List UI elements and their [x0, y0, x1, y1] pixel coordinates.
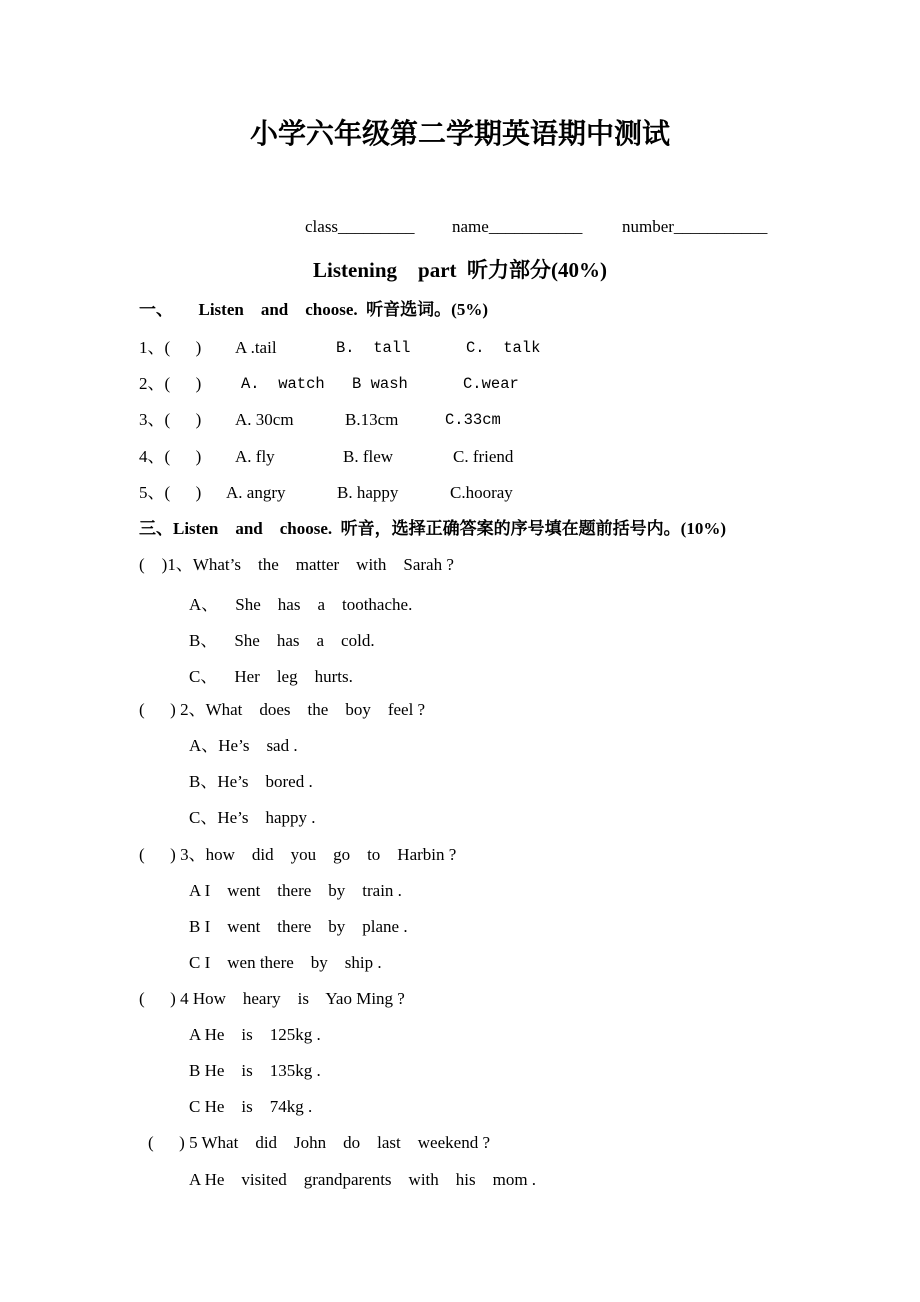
part1-row-option-b: B. flew [343, 447, 394, 466]
part1-row-option-c: C. friend [453, 447, 514, 466]
part1-row-option-b: B. happy [337, 483, 399, 502]
page-title: 小学六年级第二学期英语期中测试 [249, 119, 670, 150]
answer-option: B、 She has a cold. [189, 631, 375, 650]
part1-row-option-c: C.wear [463, 375, 519, 393]
part3-header: 三、Listen and choose. 听音，选择正确答案的序号填在题前括号内。(10%) [139, 519, 726, 538]
answer-option: A、 She has a toothache. [189, 595, 413, 614]
answer-option: A、He’s sad . [189, 736, 298, 755]
answer-option: C、 Her leg hurts. [189, 667, 353, 686]
answer-option: A I went there by train . [189, 881, 402, 900]
answer-option: C He is 74kg . [189, 1097, 313, 1116]
part1-row-option-b: B.13cm [345, 410, 399, 429]
part1-header: 一、 Listen and choose. 听音选词。(5%) [139, 300, 488, 319]
part1-row-num: 1、( ) [139, 338, 202, 357]
question: ( ) 3、how did you go to Harbin ? [139, 845, 457, 864]
answer-option: A He visited grandparents with his mom . [189, 1170, 537, 1189]
part1-row-num: 2、( ) [139, 374, 202, 393]
part1-row-option-a: A. watch [241, 375, 325, 393]
part1-row-option-a: A. 30cm [235, 410, 294, 429]
answer-option: B He is 135kg . [189, 1061, 321, 1080]
answer-option: C I wen there by ship . [189, 953, 382, 972]
part1-row-option-b: B wash [352, 375, 408, 393]
question: ( )1、What’s the matter with Sarah ? [139, 555, 454, 574]
answer-option: B I went there by plane . [189, 917, 408, 936]
part1-row-option-c: C.hooray [450, 483, 513, 502]
number-field: number___________ [622, 217, 768, 236]
part1-row-option-a: A. angry [226, 483, 286, 502]
answer-option: C、He’s happy . [189, 808, 316, 827]
answer-option: A He is 125kg . [189, 1025, 321, 1044]
answer-option: B、He’s bored . [189, 772, 313, 791]
class-field: class_________ [305, 217, 415, 236]
question: ( ) 5 What did John do last weekend ? [148, 1133, 490, 1152]
part1-row-num: 3、( ) [139, 410, 202, 429]
section-title: Listening part 听力部分(40%) [313, 258, 607, 282]
part1-row-num: 4、( ) [139, 447, 202, 466]
question: ( ) 2、What does the boy feel ? [139, 700, 426, 719]
part1-row-option-b: B. tall [336, 339, 411, 357]
part1-row-num: 5、( ) [139, 483, 202, 502]
part1-row-option-c: C.33cm [445, 411, 501, 429]
part1-row-option-a: A .tail [235, 338, 277, 357]
name-field: name___________ [452, 217, 583, 236]
question: ( ) 4 How heary is Yao Ming ? [139, 989, 405, 1008]
part1-row-option-a: A. fly [235, 447, 275, 466]
part1-row-option-c: C. talk [466, 339, 541, 357]
